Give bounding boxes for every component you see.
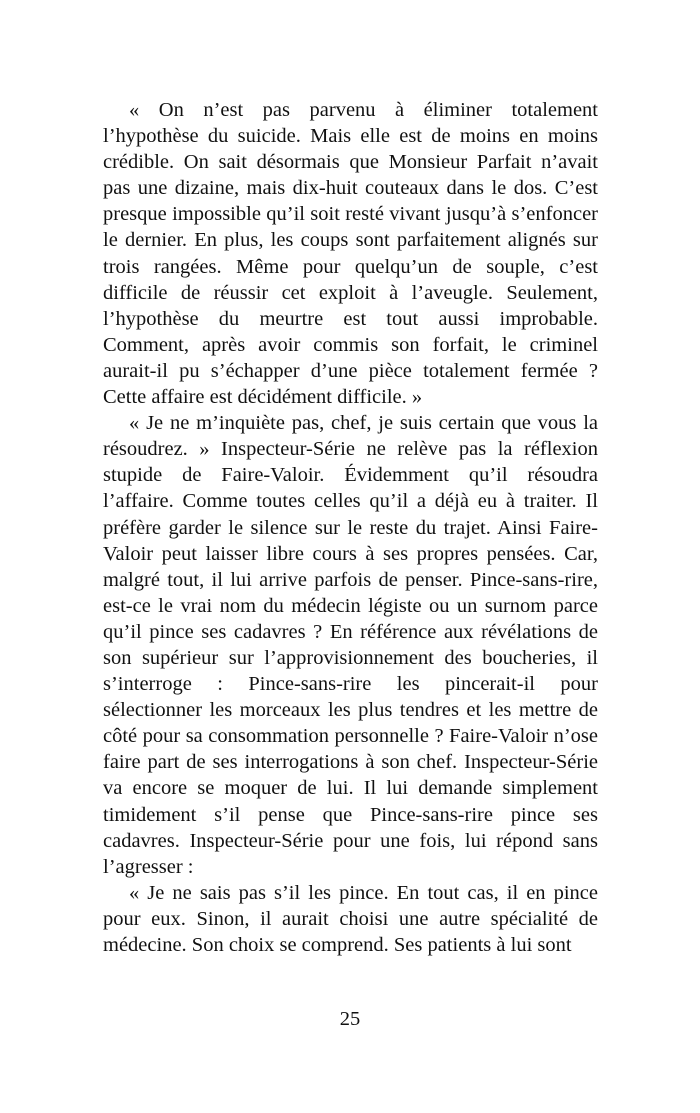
page-number: 25 <box>339 1008 361 1030</box>
body-text <box>103 97 598 958</box>
paragraph-3: « Je ne sais pas s’il les pince. En tout cas, il en pince pour eux. Sinon, il aurait choisi une autre spécialité de médecine. Son choix se comprend. Ses patients à lui sont <box>103 881 598 956</box>
paragraph-2: « Je ne m’inquiète pas, chef, je suis certain que vous la résoudrez. » Inspecteur-Série ne relève pas la réflexion stupide de Faire-Valoir. Évidemment qu’il résoudra l’affaire. Comme toutes celles qu’il a déjà eu à traiter. Il préfère garder le silence sur le reste du trajet. Ainsi Faire-Valoir peut laisser libre cours à ses propres pensées. Car, malgré tout, il lui arrive parfois de penser. Pince-sans-rire, est-ce le vrai nom du médecin légiste ou un surnom parce qu’il pince ses cadavres ? En référence aux révélations de son supérieur sur l’approvisionnement des boucheries, il s’interroge : Pince-sans-rire les pincerait-il pour sélectionner les morceaux les plus tendres et les mettre de côté pour sa consommation personnelle ? Faire-Valoir n’ose faire part de ses interrogations à son chef. Inspecteur-Série va encore se moquer de lui. Il lui demande simplement timidement s’il pense que Pince-sans-rire pince ses cadavres. Inspecteur-Série pour une fois, lui répond sans l’agresser : <box>103 412 598 878</box>
paragraph-1: « On n’est pas parvenu à éliminer totalement l’hypothèse du suicide. Mais elle est de moins en moins crédible. On sait désormais que Monsieur Parfait n’avait pas une dizaine, mais dix-huit couteaux dans le dos. C’est presque impossible qu’il soit resté vivant jusqu’à s’enfoncer le dernier. En plus, les coups sont parfaitement alignés sur trois rangées. Même pour quelqu’un de souple, c’est difficile de réussir cet exploit à l’aveugle. Seulement, l’hypothèse du meurtre est tout aussi improbable. Comment, après avoir commis son forfait, le criminel aurait-il pu s’échapper d’une pièce totalement fermée ? Cette affaire est décidément difficile. » <box>103 99 598 409</box>
